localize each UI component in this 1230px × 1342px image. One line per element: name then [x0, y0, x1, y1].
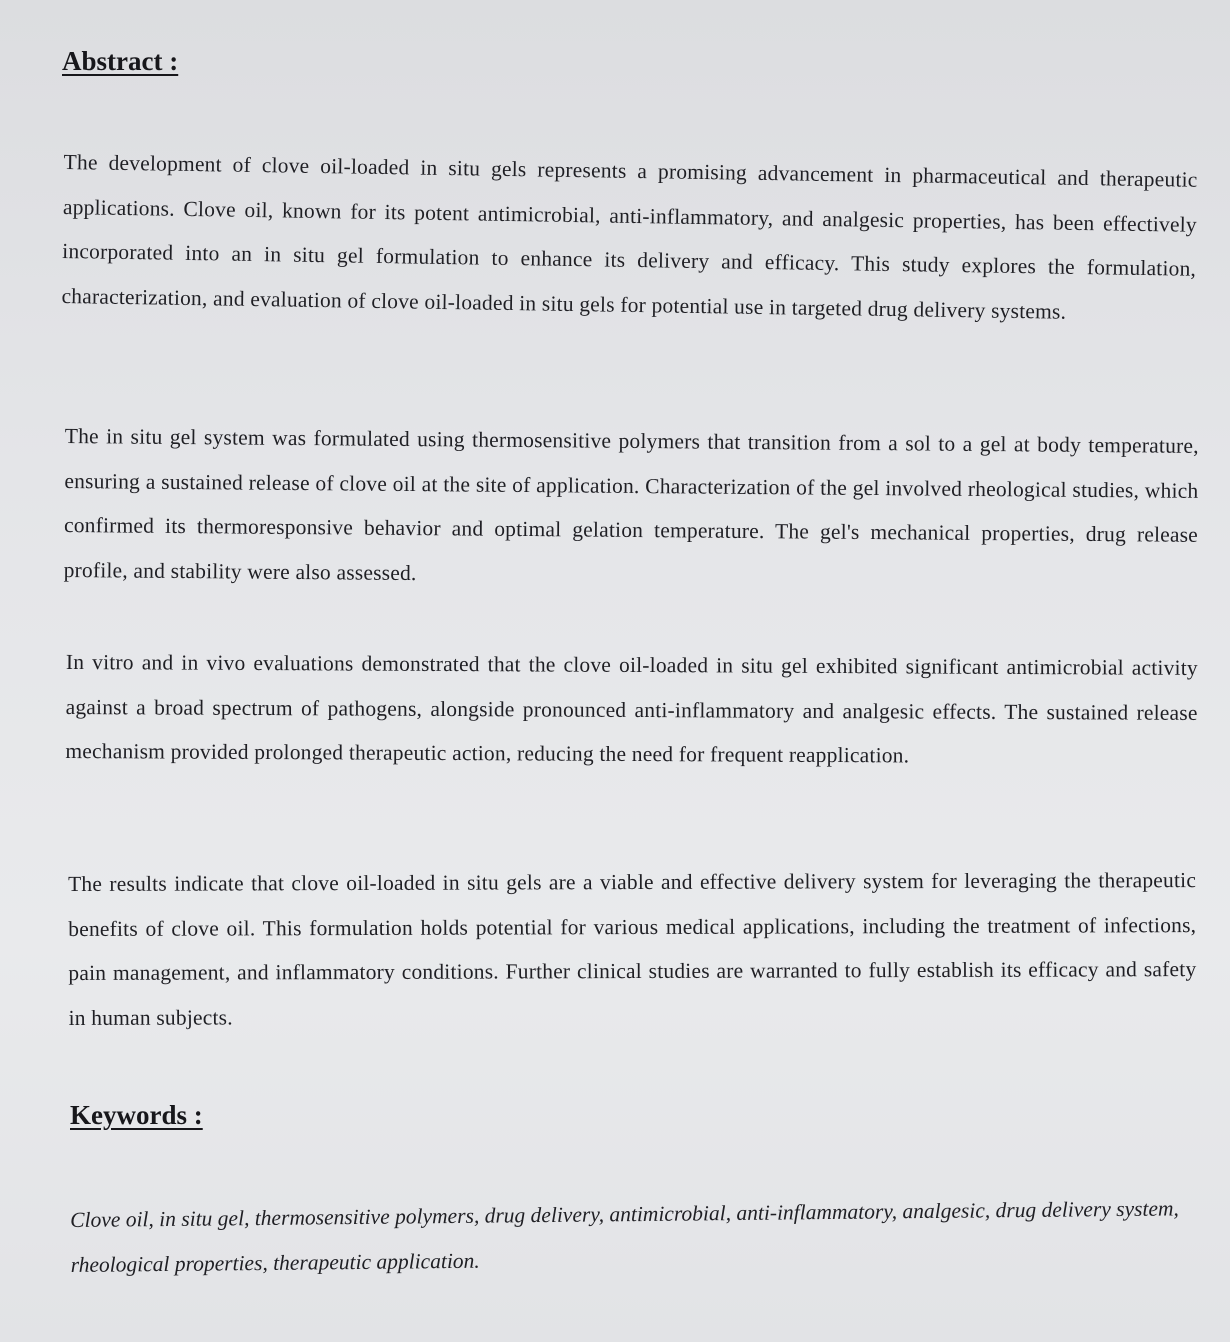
abstract-paragraph-2: The in situ gel system was formulated using thermosensitive polymers that transition from a sol to a gel at body temperature, ensuring a sustained release of clove oil at the site of application. Characterization of the gel involved rheological studies, which confirmed its thermoresponsive behavior and optimal gelation temperature. The gel's mechanical properties, drug release profile, and stability were also assessed. [63, 423, 1199, 585]
keywords-heading: Keywords : [70, 1100, 203, 1130]
abstract-heading: Abstract : [62, 46, 179, 76]
abstract-paragraph-1: The development of clove oil-loaded in situ gels represents a promising advancement in pharmaceutical and therapeutic applications. Clove oil, known for its potent antimicrobial, anti-inflammatory, and analgesic properties, has been effectively incorporated into an in situ gel formulation to enhance its delivery and efficacy. This study explores the formulation, characterization, and evaluation of clove oil-loaded in situ gels for potential use in targeted drug delivery systems. [61, 149, 1198, 324]
abstract-paragraph-4: The results indicate that clove oil-loaded in situ gels are a viable and effective delivery system for leveraging the therapeutic benefits of clove oil. This formulation holds potential for various medical applications, including the treatment of infections, pain management, and inflammatory conditions. Further clinical studies are warranted to fully establish its efficacy and safety in human subjects. [68, 868, 1197, 1030]
abstract-paragraph-3: In vitro and in vivo evaluations demonstrated that the clove oil-loaded in situ gel exhibited significant antimicrobial activity against a broad spectrum of pathogens, alongside pronounced anti-inflammatory and analgesic effects. The sustained release mechanism provided prolonged therapeutic action, reducing the need for frequent reapplication. [65, 649, 1198, 768]
keywords-list: Clove oil, in situ gel, thermosensitive polymers, drug delivery, antimicrobial, anti-inflammatory, analgesic, drug delivery system, rheological properties, therapeutic application. [70, 1196, 1179, 1277]
